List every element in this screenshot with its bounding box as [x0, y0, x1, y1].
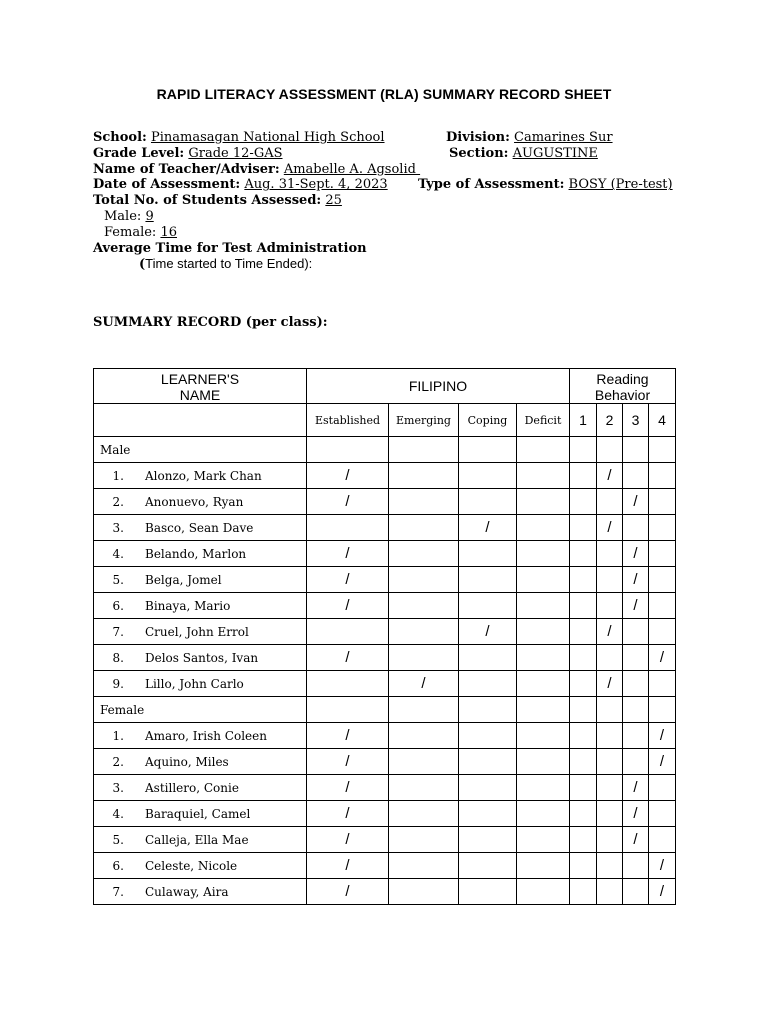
- emerging-cell: [389, 749, 459, 775]
- reading-behavior-2-cell: [597, 827, 623, 853]
- reading-behavior-2-cell: [597, 593, 623, 619]
- established-cell: /: [307, 827, 389, 853]
- deficit-cell: [517, 645, 570, 671]
- reading-behavior-4-cell: /: [649, 879, 676, 905]
- established-cell: /: [307, 593, 389, 619]
- learner-number: 8.: [112, 650, 124, 665]
- reading-behavior-1-cell: [570, 463, 597, 489]
- coping-cell: [459, 879, 517, 905]
- type-field: [418, 177, 673, 193]
- emerging-cell: [389, 619, 459, 645]
- coping-cell: [459, 489, 517, 515]
- reading-behavior-3-cell: /: [623, 593, 649, 619]
- reading-behavior-1-header: 1: [570, 404, 597, 437]
- reading-behavior-2-cell: [597, 879, 623, 905]
- total-value: 25: [325, 193, 342, 209]
- reading-behavior-4-cell: /: [649, 853, 676, 879]
- reading-behavior-3-cell: [623, 671, 649, 697]
- coping-cell: [459, 593, 517, 619]
- emerging-cell: [389, 541, 459, 567]
- male-label: Male:: [104, 208, 142, 224]
- established-cell: /: [307, 645, 389, 671]
- empty-cell: [649, 437, 676, 463]
- section-field: [449, 146, 598, 162]
- table-row: [94, 515, 676, 541]
- established-header: Established: [307, 404, 389, 437]
- learner-name-cell: [94, 801, 307, 827]
- reading-behavior-4-cell: [649, 671, 676, 697]
- female-row: [93, 225, 693, 241]
- record-body: [94, 437, 676, 905]
- teacher-row: [93, 162, 693, 178]
- reading-behavior-4-cell: [649, 801, 676, 827]
- emerging-cell: [389, 775, 459, 801]
- deficit-cell: [517, 619, 570, 645]
- avg-time-sub-row: [93, 256, 693, 272]
- learner-name-cell: [94, 489, 307, 515]
- learner-name-header-line2: NAME: [179, 387, 221, 403]
- reading-behavior-2-cell: [597, 567, 623, 593]
- filipino-header: FILIPINO: [307, 369, 570, 404]
- reading-behavior-2-cell: /: [597, 671, 623, 697]
- learner-number: 2.: [112, 494, 124, 509]
- reading-behavior-1-cell: [570, 879, 597, 905]
- table-row: [94, 619, 676, 645]
- reading-behavior-3-cell: [623, 879, 649, 905]
- page-title: RAPID LITERACY ASSESSMENT (RLA) SUMMARY RECORD SHEET: [156, 86, 612, 102]
- reading-behavior-4-cell: [649, 567, 676, 593]
- reading-behavior-2-cell: [597, 801, 623, 827]
- reading-behavior-3-cell: /: [623, 801, 649, 827]
- reading-behavior-2-cell: [597, 489, 623, 515]
- learner-number: 4.: [112, 546, 124, 561]
- emerging-cell: [389, 489, 459, 515]
- emerging-cell: [389, 853, 459, 879]
- learner-name-cell: [94, 515, 307, 541]
- type-label: Type of Assessment:: [418, 177, 565, 193]
- group-label: Female: [94, 697, 307, 723]
- reading-behavior-2-cell: [597, 541, 623, 567]
- deficit-cell: [517, 827, 570, 853]
- established-cell: [307, 515, 389, 541]
- division-value: Camarines Sur: [514, 130, 613, 145]
- learner-number: 9.: [112, 676, 124, 691]
- learner-name-cell: [94, 749, 307, 775]
- reading-behavior-1-cell: [570, 645, 597, 671]
- learner-number: 2.: [112, 754, 124, 769]
- coping-cell: [459, 541, 517, 567]
- table-row: [94, 541, 676, 567]
- empty-cell: [623, 437, 649, 463]
- reading-behavior-4-cell: /: [649, 723, 676, 749]
- reading-behavior-3-cell: [623, 463, 649, 489]
- reading-behavior-4-cell: [649, 489, 676, 515]
- emerging-cell: [389, 723, 459, 749]
- reading-behavior-1-cell: [570, 593, 597, 619]
- table-row: [94, 593, 676, 619]
- reading-behavior-3-cell: [623, 645, 649, 671]
- reading-behavior-3-cell: /: [623, 775, 649, 801]
- table-row: [94, 671, 676, 697]
- coping-cell: /: [459, 515, 517, 541]
- coping-cell: [459, 775, 517, 801]
- learner-name: Culaway, Aira: [145, 884, 229, 899]
- deficit-cell: [517, 593, 570, 619]
- coping-cell: [459, 567, 517, 593]
- reading-behavior-3-cell: [623, 619, 649, 645]
- summary-record-table: [93, 368, 676, 905]
- group-row: [94, 437, 676, 463]
- learner-name: Baraquiel, Camel: [145, 806, 251, 821]
- empty-cell: [389, 437, 459, 463]
- established-cell: /: [307, 801, 389, 827]
- coping-cell: [459, 827, 517, 853]
- reading-behavior-3-cell: /: [623, 489, 649, 515]
- reading-behavior-header-line1: Reading: [596, 371, 649, 387]
- emerging-cell: [389, 567, 459, 593]
- learner-name: Belando, Marlon: [145, 546, 247, 561]
- section-label: Section:: [449, 145, 509, 161]
- coping-header: Coping: [459, 404, 517, 437]
- table-row: [94, 775, 676, 801]
- learner-name: Alonzo, Mark Chan: [145, 468, 262, 483]
- deficit-cell: [517, 567, 570, 593]
- reading-behavior-1-cell: [570, 749, 597, 775]
- learner-name-cell: [94, 671, 307, 697]
- table-row: [94, 463, 676, 489]
- empty-cell: [459, 697, 517, 723]
- reading-behavior-2-header: 2: [597, 404, 623, 437]
- reading-behavior-3-cell: [623, 749, 649, 775]
- coping-cell: [459, 723, 517, 749]
- established-cell: [307, 619, 389, 645]
- section-value: AUGUSTINE: [512, 145, 598, 161]
- table-row: [94, 489, 676, 515]
- learner-name-header-line1: LEARNER'S: [160, 371, 240, 387]
- learner-name: Basco, Sean Dave: [145, 520, 254, 535]
- learner-name: Belga, Jomel: [145, 572, 222, 587]
- female-value: 16: [160, 224, 177, 240]
- reading-behavior-4-cell: /: [649, 749, 676, 775]
- deficit-cell: [517, 723, 570, 749]
- learner-number: 4.: [112, 806, 124, 821]
- empty-cell: [649, 697, 676, 723]
- reading-behavior-1-cell: [570, 827, 597, 853]
- coping-cell: [459, 671, 517, 697]
- established-cell: [307, 671, 389, 697]
- group-label: Male: [94, 437, 307, 463]
- learner-name-cell: [94, 619, 307, 645]
- learner-name: Lillo, John Carlo: [145, 676, 244, 691]
- total-row: [93, 193, 693, 209]
- emerging-cell: [389, 645, 459, 671]
- teacher-value: Amabelle A. Agsolid: [283, 161, 421, 177]
- reading-behavior-2-cell: /: [597, 619, 623, 645]
- division-field: [446, 130, 613, 146]
- male-row: [93, 209, 693, 225]
- established-cell: /: [307, 749, 389, 775]
- established-cell: /: [307, 567, 389, 593]
- avg-time-row: [93, 241, 693, 257]
- deficit-cell: [517, 853, 570, 879]
- empty-cell: [459, 437, 517, 463]
- learner-name-cell: [94, 775, 307, 801]
- empty-cell: [570, 697, 597, 723]
- date-row: [93, 177, 693, 193]
- table-row: [94, 879, 676, 905]
- school-row: [93, 130, 693, 146]
- reading-behavior-3-cell: [623, 515, 649, 541]
- table-row: [94, 827, 676, 853]
- table-row: [94, 645, 676, 671]
- teacher-label: Name of Teacher/Adviser:: [93, 161, 280, 177]
- reading-behavior-2-cell: [597, 853, 623, 879]
- coping-cell: [459, 645, 517, 671]
- established-cell: /: [307, 463, 389, 489]
- established-cell: /: [307, 775, 389, 801]
- learner-number: 7.: [112, 884, 124, 899]
- empty-cell: [389, 697, 459, 723]
- avg-time-sub-label: Time started to Time Ended):: [145, 256, 313, 272]
- reading-behavior-3-cell: /: [623, 827, 649, 853]
- table-row: [94, 749, 676, 775]
- total-label: Total No. of Students Assessed:: [93, 193, 322, 209]
- avg-time-label: Average Time for Test Administration: [93, 240, 367, 256]
- learner-name: Amaro, Irish Coleen: [145, 728, 267, 743]
- coping-cell: [459, 853, 517, 879]
- reading-behavior-2-cell: [597, 645, 623, 671]
- learner-name: Delos Santos, Ivan: [145, 650, 259, 665]
- reading-behavior-4-cell: [649, 463, 676, 489]
- reading-behavior-4-cell: /: [649, 645, 676, 671]
- deficit-cell: [517, 515, 570, 541]
- deficit-cell: [517, 671, 570, 697]
- established-cell: /: [307, 853, 389, 879]
- reading-behavior-header-line2: Behavior: [594, 387, 651, 403]
- reading-behavior-3-header: 3: [623, 404, 649, 437]
- female-label: Female:: [104, 224, 157, 240]
- learner-name-cell: [94, 827, 307, 853]
- learner-number: 3.: [112, 780, 124, 795]
- empty-cell: [307, 697, 389, 723]
- reading-behavior-2-cell: [597, 749, 623, 775]
- coping-cell: /: [459, 619, 517, 645]
- grade-row: [93, 146, 693, 162]
- learner-name-cell: [94, 645, 307, 671]
- date-value: Aug. 31-Sept. 4, 2023: [244, 177, 388, 193]
- table-row: [94, 853, 676, 879]
- emerging-cell: [389, 593, 459, 619]
- emerging-cell: [389, 879, 459, 905]
- coping-cell: [459, 749, 517, 775]
- assessment-info: [93, 130, 693, 272]
- empty-cell: [597, 697, 623, 723]
- learner-name: Anonuevo, Ryan: [145, 494, 244, 509]
- reading-behavior-2-cell: /: [597, 463, 623, 489]
- emerging-cell: /: [389, 671, 459, 697]
- learner-name-cell: [94, 567, 307, 593]
- empty-cell: [517, 437, 570, 463]
- deficit-cell: [517, 463, 570, 489]
- deficit-cell: [517, 879, 570, 905]
- reading-behavior-4-cell: [649, 775, 676, 801]
- empty-cell: [307, 437, 389, 463]
- learner-name: Binaya, Mario: [145, 598, 231, 613]
- established-cell: /: [307, 541, 389, 567]
- type-value: BOSY (Pre-test): [568, 177, 673, 193]
- deficit-cell: [517, 801, 570, 827]
- group-row: [94, 697, 676, 723]
- date-label: Date of Assessment:: [93, 177, 241, 193]
- learner-name-cell: [94, 723, 307, 749]
- established-cell: /: [307, 879, 389, 905]
- coping-cell: [459, 463, 517, 489]
- reading-behavior-2-cell: /: [597, 515, 623, 541]
- reading-behavior-1-cell: [570, 671, 597, 697]
- learner-name: Aquino, Miles: [145, 754, 229, 769]
- reading-behavior-1-cell: [570, 723, 597, 749]
- table-row: [94, 567, 676, 593]
- coping-cell: [459, 801, 517, 827]
- deficit-cell: [517, 541, 570, 567]
- reading-behavior-4-header: 4: [649, 404, 676, 437]
- learner-name-header: [94, 369, 307, 404]
- learner-name-cell: [94, 853, 307, 879]
- learner-name: Calleja, Ella Mae: [145, 832, 249, 847]
- deficit-cell: [517, 775, 570, 801]
- emerging-header: Emerging: [389, 404, 459, 437]
- reading-behavior-3-cell: /: [623, 567, 649, 593]
- learner-name-cell: [94, 879, 307, 905]
- established-cell: /: [307, 723, 389, 749]
- deficit-header: Deficit: [517, 404, 570, 437]
- reading-behavior-1-cell: [570, 775, 597, 801]
- reading-behavior-3-cell: [623, 723, 649, 749]
- learner-name: Celeste, Nicole: [145, 858, 238, 873]
- reading-behavior-2-cell: [597, 775, 623, 801]
- learner-name: Astillero, Conie: [145, 780, 239, 795]
- learner-name: Cruel, John Errol: [145, 624, 249, 639]
- school-value: Pinamasagan National High School: [150, 130, 385, 145]
- reading-behavior-1-cell: [570, 853, 597, 879]
- learner-number: 6.: [112, 858, 124, 873]
- learner-number: 7.: [112, 624, 124, 639]
- grade-label: Grade Level:: [93, 145, 185, 161]
- learner-number: 5.: [112, 572, 124, 587]
- reading-behavior-1-cell: [570, 619, 597, 645]
- reading-behavior-1-cell: [570, 567, 597, 593]
- table-row: [94, 723, 676, 749]
- established-cell: /: [307, 489, 389, 515]
- reading-behavior-1-cell: [570, 489, 597, 515]
- reading-behavior-1-cell: [570, 515, 597, 541]
- reading-behavior-1-cell: [570, 541, 597, 567]
- table-row: [94, 801, 676, 827]
- reading-behavior-3-cell: [623, 853, 649, 879]
- grade-value: Grade 12-GAS: [188, 145, 283, 161]
- deficit-cell: [517, 749, 570, 775]
- reading-behavior-3-cell: /: [623, 541, 649, 567]
- division-label: Division:: [446, 130, 510, 145]
- emerging-cell: [389, 463, 459, 489]
- subheader-blank-cell: [94, 404, 307, 437]
- learner-number: 1.: [112, 728, 124, 743]
- male-value: 9: [145, 208, 154, 224]
- learner-number: 3.: [112, 520, 124, 535]
- empty-cell: [597, 437, 623, 463]
- learner-number: 1.: [112, 468, 124, 483]
- reading-behavior-4-cell: [649, 541, 676, 567]
- learner-number: 6.: [112, 598, 124, 613]
- reading-behavior-4-cell: [649, 827, 676, 853]
- empty-cell: [517, 697, 570, 723]
- reading-behavior-1-cell: [570, 801, 597, 827]
- emerging-cell: [389, 801, 459, 827]
- empty-cell: [570, 437, 597, 463]
- school-label: School:: [93, 130, 147, 145]
- reading-behavior-4-cell: [649, 593, 676, 619]
- avg-time-paren: (: [139, 257, 146, 273]
- reading-behavior-4-cell: [649, 515, 676, 541]
- learner-name-cell: [94, 541, 307, 567]
- empty-cell: [623, 697, 649, 723]
- emerging-cell: [389, 515, 459, 541]
- reading-behavior-4-cell: [649, 619, 676, 645]
- learner-name-cell: [94, 593, 307, 619]
- reading-behavior-2-cell: [597, 723, 623, 749]
- emerging-cell: [389, 827, 459, 853]
- summary-record-label: SUMMARY RECORD (per class):: [93, 315, 328, 330]
- reading-behavior-header: [570, 369, 676, 404]
- learner-name-cell: [94, 463, 307, 489]
- deficit-cell: [517, 489, 570, 515]
- learner-number: 5.: [112, 832, 124, 847]
